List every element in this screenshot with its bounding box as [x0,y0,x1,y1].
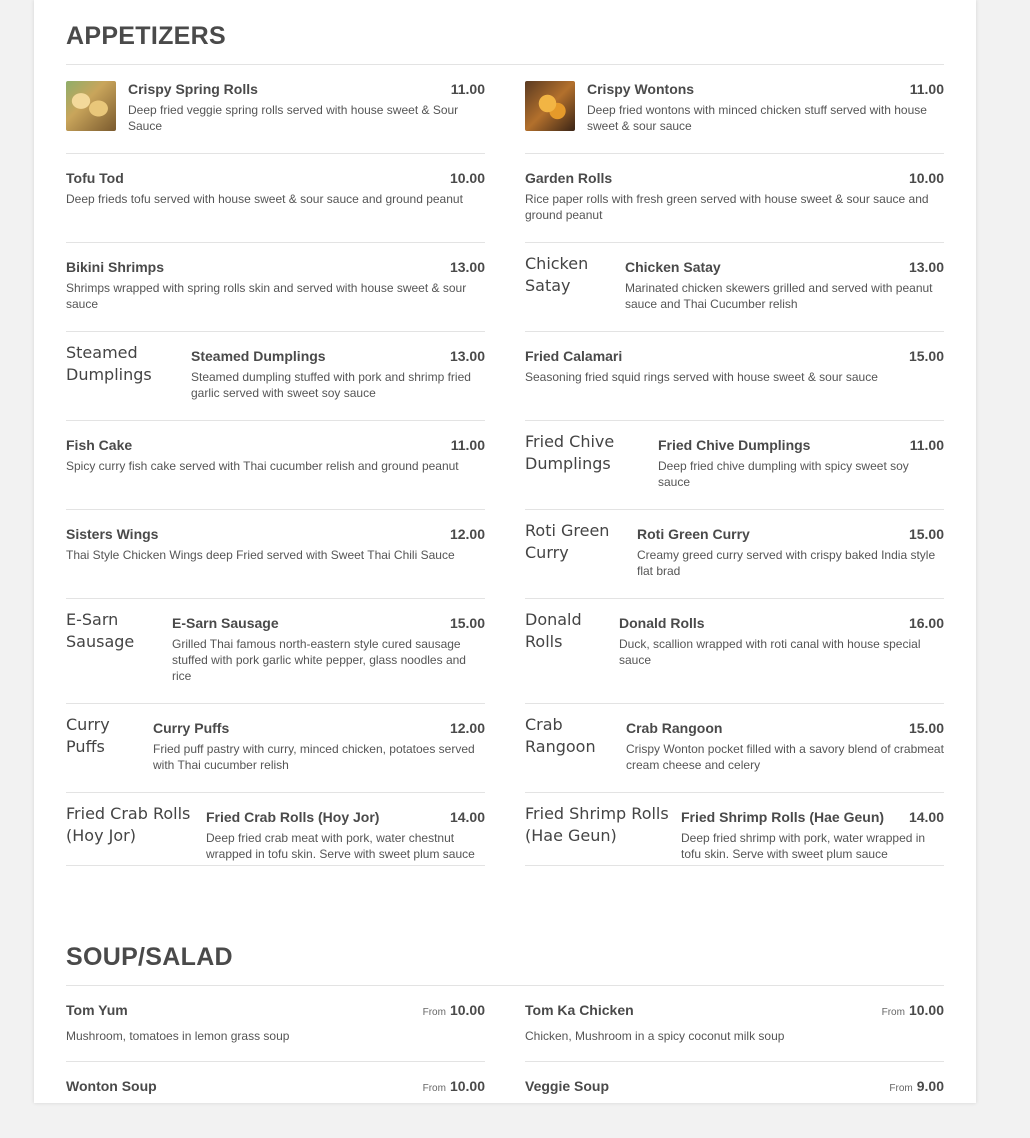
item-description: Chicken, Mushroom in a spicy coconut milk soup [525,1029,785,1043]
item-name: Tofu Tod [66,170,124,186]
item-name: Fried Calamari [525,348,623,364]
menu-item-fried-crab-rolls[interactable] [66,793,485,866]
fried-shrimp-rolls-image-alt[interactable]: Fried Shrimp Rolls (Hae Geun) [525,804,669,845]
item-description: Marinated chicken skewers grilled and served with peanut sauce and Thai Cucumber relish [625,281,933,311]
item-price: 15.00 [908,526,944,542]
item-description: Seasoning fried squid rings served with house sweet & sour sauce [525,370,878,384]
item-description: Spicy curry fish cake served with Thai cucumber relish and ground peanut [66,459,459,473]
item-price: 11.00 [450,437,485,453]
chicken-satay-image-alt[interactable]: Chicken Satay [525,254,589,295]
menu-card [34,0,976,1103]
item-description: Deep fried veggie spring rolls served with house sweet & Sour Sauce [128,103,459,133]
item-price: 10.00 [449,1078,485,1094]
item-price: 16.00 [908,615,944,631]
item-description: Shrimps wrapped with spring rolls skin and served with house sweet & sour sauce [66,281,467,311]
menu-item-sisters-wings[interactable] [66,510,485,599]
item-price: 9.00 [916,1078,944,1094]
item-price: 14.00 [908,809,944,825]
menu-item-tom-ka-chicken[interactable] [525,986,944,1062]
item-name: Fried Chive Dumplings [658,437,811,453]
menu-item-roti-green-curry[interactable] [525,510,944,599]
price-from-label: From [422,1083,446,1094]
item-name: Donald Rolls [619,615,705,631]
item-name: Garden Rolls [525,170,613,186]
item-price: 10.00 [908,1002,944,1018]
item-price: 11.00 [450,81,485,97]
appetizers-heading: APPETIZERS [66,22,226,50]
item-name: Curry Puffs [153,720,230,736]
menu-item-bikini-shrimps[interactable] [66,243,485,332]
item-price: 13.00 [449,348,485,364]
curry-puffs-image-alt[interactable]: Curry Puffs [66,715,110,756]
item-description: Deep fried wontons with minced chicken stuff served with house sweet & sour sauce [587,103,927,133]
item-description: Steamed dumpling stuffed with pork and shrimp fried garlic served with sweet soy sauce [191,370,471,400]
price-from-label: From [422,1007,446,1018]
menu-item-fried-chive-dumplings[interactable] [525,421,944,510]
item-description: Deep fried crab meat with pork, water chestnut wrapped in tofu skin. Serve with sweet plum sauce [206,831,475,861]
menu-item-curry-puffs[interactable] [66,704,485,793]
item-description: Mushroom, tomatoes in lemon grass soup [66,1029,290,1043]
item-name: Fish Cake [66,437,133,453]
item-name: Steamed Dumplings [191,348,326,364]
item-description: Fried puff pastry with curry, minced chicken, potatoes served with Thai cucumber relish [153,742,475,772]
menu-item-tom-yum[interactable] [66,986,485,1062]
fried-crab-rolls-image-alt[interactable]: Fried Crab Rolls (Hoy Jor) [66,804,191,845]
menu-item-crispy-spring-rolls[interactable] [66,65,485,154]
menu-item-donald-rolls[interactable] [525,599,944,704]
menu-item-veggie-soup[interactable] [525,1062,944,1138]
item-name: Crispy Wontons [587,81,695,97]
item-price: 10.00 [449,1002,485,1018]
item-price: 13.00 [908,259,944,275]
e-sarn-sausage-image-alt[interactable]: E-Sarn Sausage [66,610,135,651]
item-price: 10.00 [908,170,944,186]
crab-rangoon-image-alt[interactable]: Crab Rangoon [525,715,596,756]
item-price: 12.00 [449,720,485,736]
item-name: Roti Green Curry [637,526,750,542]
item-price: 15.00 [908,348,944,364]
item-name: Fried Shrimp Rolls (Hae Geun) [681,809,885,825]
item-price: 15.00 [908,720,944,736]
item-description: Rice paper rolls with fresh green served with house sweet & sour sauce and ground peanut [525,192,929,222]
item-price: 12.00 [449,526,485,542]
item-name: Chicken Satay [625,259,721,275]
soup-salad-left-column [66,986,485,1138]
item-price: 13.00 [449,259,485,275]
item-description: Deep frieds tofu served with house sweet & sour sauce and ground peanut [66,192,463,206]
item-name: Crab Rangoon [626,720,723,736]
appetizers-left-column [66,65,485,866]
item-name: Fried Crab Rolls (Hoy Jor) [206,809,380,825]
menu-item-crispy-wontons[interactable] [525,65,944,154]
menu-item-garden-rolls[interactable] [525,154,944,243]
item-name: Tom Yum [66,1002,128,1018]
item-name: Tom Ka Chicken [525,1002,634,1018]
item-description: Thai Style Chicken Wings deep Fried served with Sweet Thai Chili Sauce [66,548,455,562]
menu-item-wonton-soup[interactable] [66,1062,485,1138]
steamed-dumplings-image-alt[interactable]: Steamed Dumplings [66,343,152,384]
menu-item-e-sarn-sausage[interactable] [66,599,485,704]
price-from-label: From [889,1083,913,1094]
price-from-label: From [881,1007,905,1018]
menu-item-tofu-tod[interactable] [66,154,485,243]
item-name: Bikini Shrimps [66,259,165,275]
item-name: Crispy Spring Rolls [128,81,258,97]
item-name: Veggie Soup [525,1078,610,1094]
item-name: Wonton Soup [66,1078,157,1094]
item-price: 14.00 [449,809,485,825]
fried-chive-dumplings-image-alt[interactable]: Fried Chive Dumplings [525,432,615,473]
item-description: Deep fried shrimp with pork, water wrapped in tofu skin. Serve with sweet plum sauce [681,831,926,861]
menu-item-fried-shrimp-rolls[interactable] [525,793,944,866]
menu-item-chicken-satay[interactable] [525,243,944,332]
donald-rolls-image-alt[interactable]: Donald Rolls [525,610,582,651]
item-description: Grilled Thai famous north-eastern style cured sausage stuffed with pork garlic white pepper, glass noodles and rice [172,637,466,683]
menu-item-fried-calamari[interactable] [525,332,944,421]
menu-item-fish-cake[interactable] [66,421,485,510]
soup-salad-heading: SOUP/SALAD [66,943,233,971]
spring-rolls-photo[interactable] [66,81,116,131]
roti-green-curry-image-alt[interactable]: Roti Green Curry [525,521,610,562]
item-price: 10.00 [449,170,485,186]
item-price: 11.00 [909,437,944,453]
item-name: E-Sarn Sausage [172,615,279,631]
wontons-photo[interactable] [525,81,575,131]
menu-item-steamed-dumplings[interactable] [66,332,485,421]
item-description: Crispy Wonton pocket filled with a savory blend of crabmeat cream cheese and celery [626,742,944,772]
item-description: Creamy greed curry served with crispy baked India style flat brad [637,548,936,578]
item-description: Deep fried chive dumpling with spicy sweet soy sauce [658,459,909,489]
menu-item-crab-rangoon[interactable] [525,704,944,793]
item-name: Sisters Wings [66,526,159,542]
appetizers-right-column [525,65,944,866]
item-price: 11.00 [909,81,944,97]
item-price: 15.00 [449,615,485,631]
item-description: Duck, scallion wrapped with roti canal with house special sauce [619,637,921,667]
soup-salad-right-column [525,986,944,1138]
